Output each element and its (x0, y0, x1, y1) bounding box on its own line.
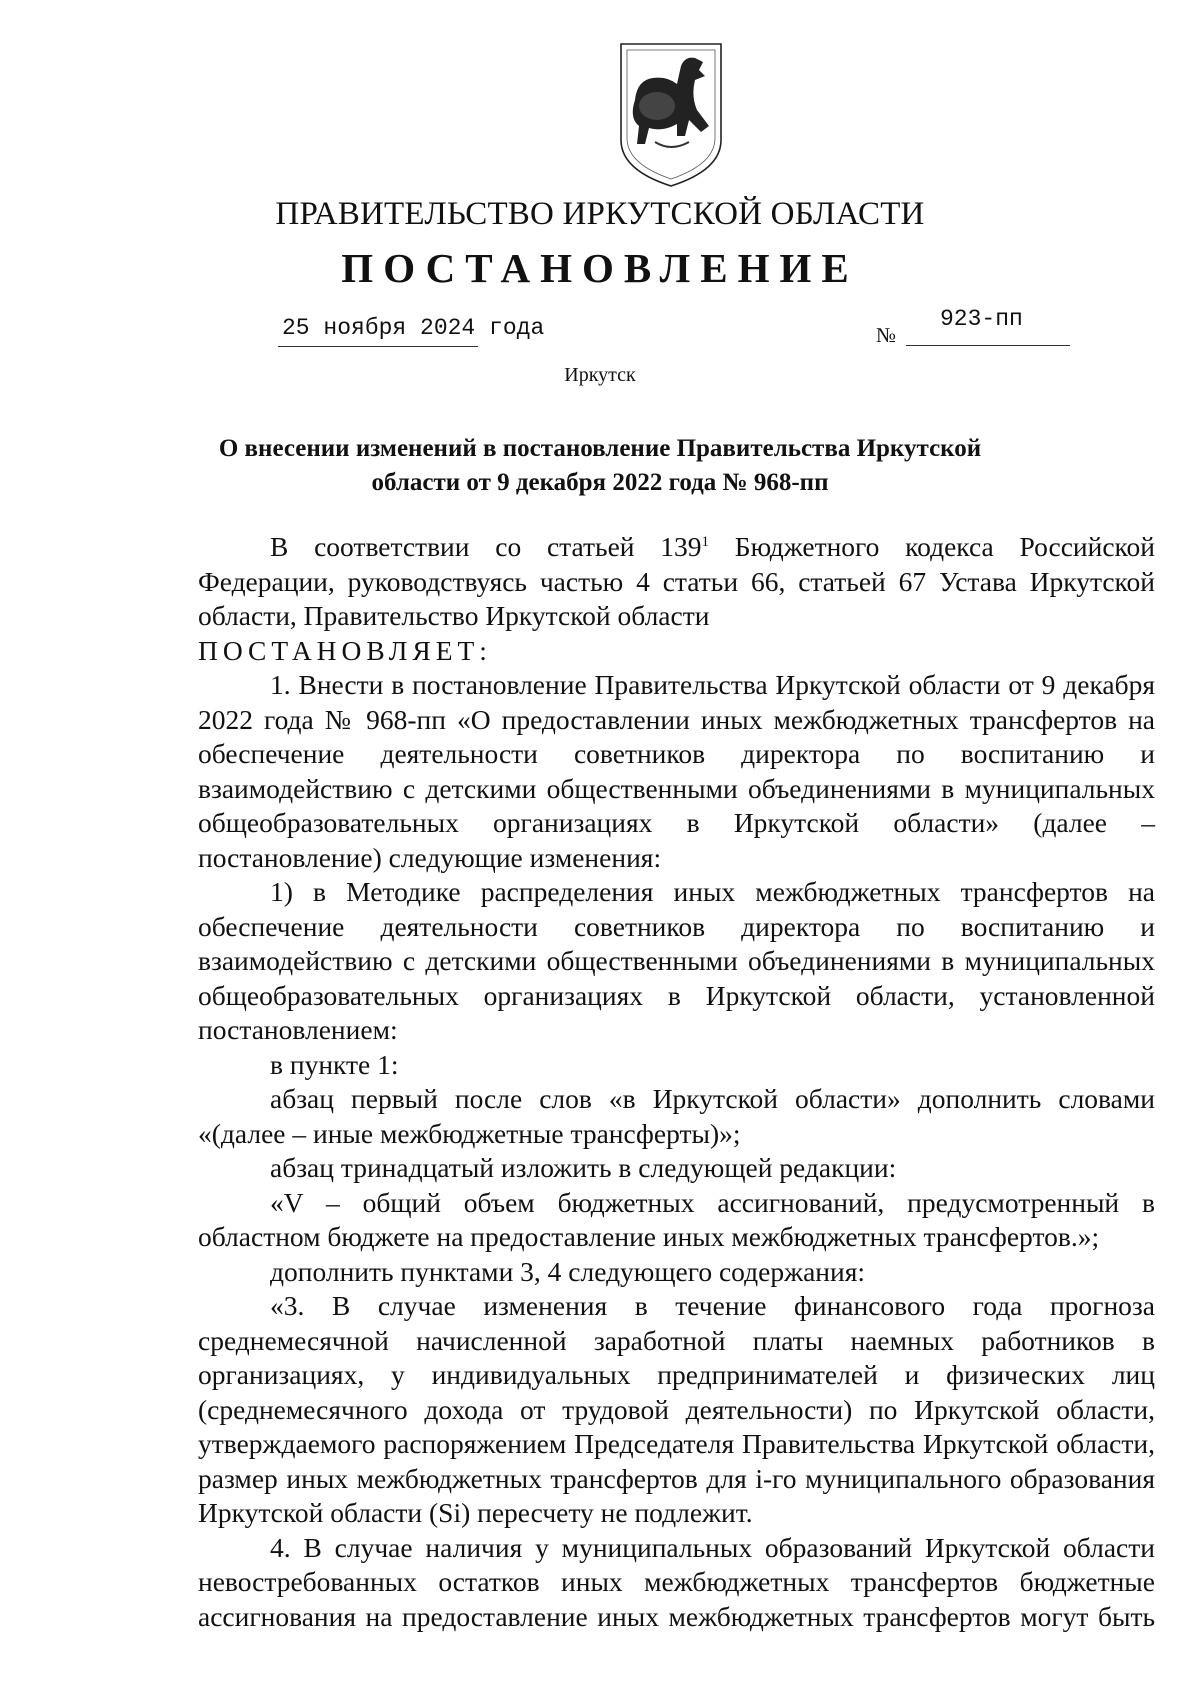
document-date: 25 ноября 2024 года (282, 315, 545, 341)
number-underline (906, 345, 1070, 346)
document-number: 923-пп (940, 306, 1023, 332)
paragraph-9: 4. В случае наличия у муниципальных образований Иркутской области невостребованных остатков иных межбюджетных трансфертов бюджетные ассигнования на предоставление иных межбюджетных трансфертов могут быть (198, 1531, 1155, 1632)
article-superscript: 1 (701, 533, 710, 550)
city: Иркутск (564, 364, 636, 386)
paragraph-5: абзац тринадцатый изложить в следующей редакции: (270, 1152, 897, 1183)
paragraph-6: «V – общий объем бюджетных ассигнований, предусмотренный в областном бюджете на предоставление иных межбюджетных трансфертов.»; (198, 1186, 1155, 1252)
preamble (198, 530, 1155, 634)
document-subject (180, 432, 1020, 500)
decree-word: ПОСТАНОВЛЯЕТ: (198, 634, 492, 666)
paragraph-8: «3. В случае изменения в течение финансового года прогноза среднемесячной начисленной заработной платы наемных работников в организациях, у индивидуальных предпринимателей и физических лиц (среднемесячного дохода от трудовой деятельности) по Иркутской области, утверждаемого распоряжением Председателя Правительства Иркутской области, размер иных межбюджетных трансфертов для i-го муниципального образования Иркутской области (Si) пересчету не подлежит. (198, 1290, 1155, 1528)
document-type: ПОСТАНОВЛЕНИЕ (341, 245, 859, 291)
paragraph-4: абзац первый после слов «в Иркутской области» дополнить словами «(далее – иные межбюджетные трансферты)»; (198, 1083, 1155, 1149)
paragraph-1: 1. Внести в постановление Правительства Иркутской области от 9 декабря 2022 года № 968-пп «О предоставлении иных межбюджетных трансфертов на обеспечение деятельности советников директора по воспитанию и взаимодействию с детскими общественными объединениями в муниципальных общеобразовательных организациях в Иркутской области» (далее – постановление) следующие изменения: (198, 669, 1155, 873)
subject-line-1: О внесении изменений в постановление Правительства Иркутской (218, 435, 982, 462)
number-sign: № (876, 323, 897, 347)
document-body (198, 530, 1155, 1634)
subject-line-2: области от 9 декабря 2022 года № 968-пп (371, 469, 829, 496)
preamble-text-end: Бюджетного кодекса Российской Федерации, руководствуясь частью 4 статьи 66, статьей 67 Устава Иркутской области, Правительство Иркутской области (198, 531, 1155, 631)
paragraph-2: 1) в Методике распределения иных межбюджетных трансфертов на обеспечение деятельности советников директора по воспитанию и взаимодействию с детскими общественными объединениями в муниципальных общеобразовательных организациях в Иркутской области, установленной постановлением: (198, 876, 1155, 1045)
coat-of-arms-icon (615, 40, 727, 190)
government-title: ПРАВИТЕЛЬСТВО ИРКУТСКОЙ ОБЛАСТИ (275, 196, 925, 232)
preamble-text-start: В соответствии со статьей 139 (270, 531, 702, 562)
date-underline (278, 346, 478, 347)
paragraph-3: в пункте 1: (270, 1048, 399, 1080)
paragraph-7: дополнить пунктами 3, 4 следующего содержания: (270, 1255, 865, 1287)
